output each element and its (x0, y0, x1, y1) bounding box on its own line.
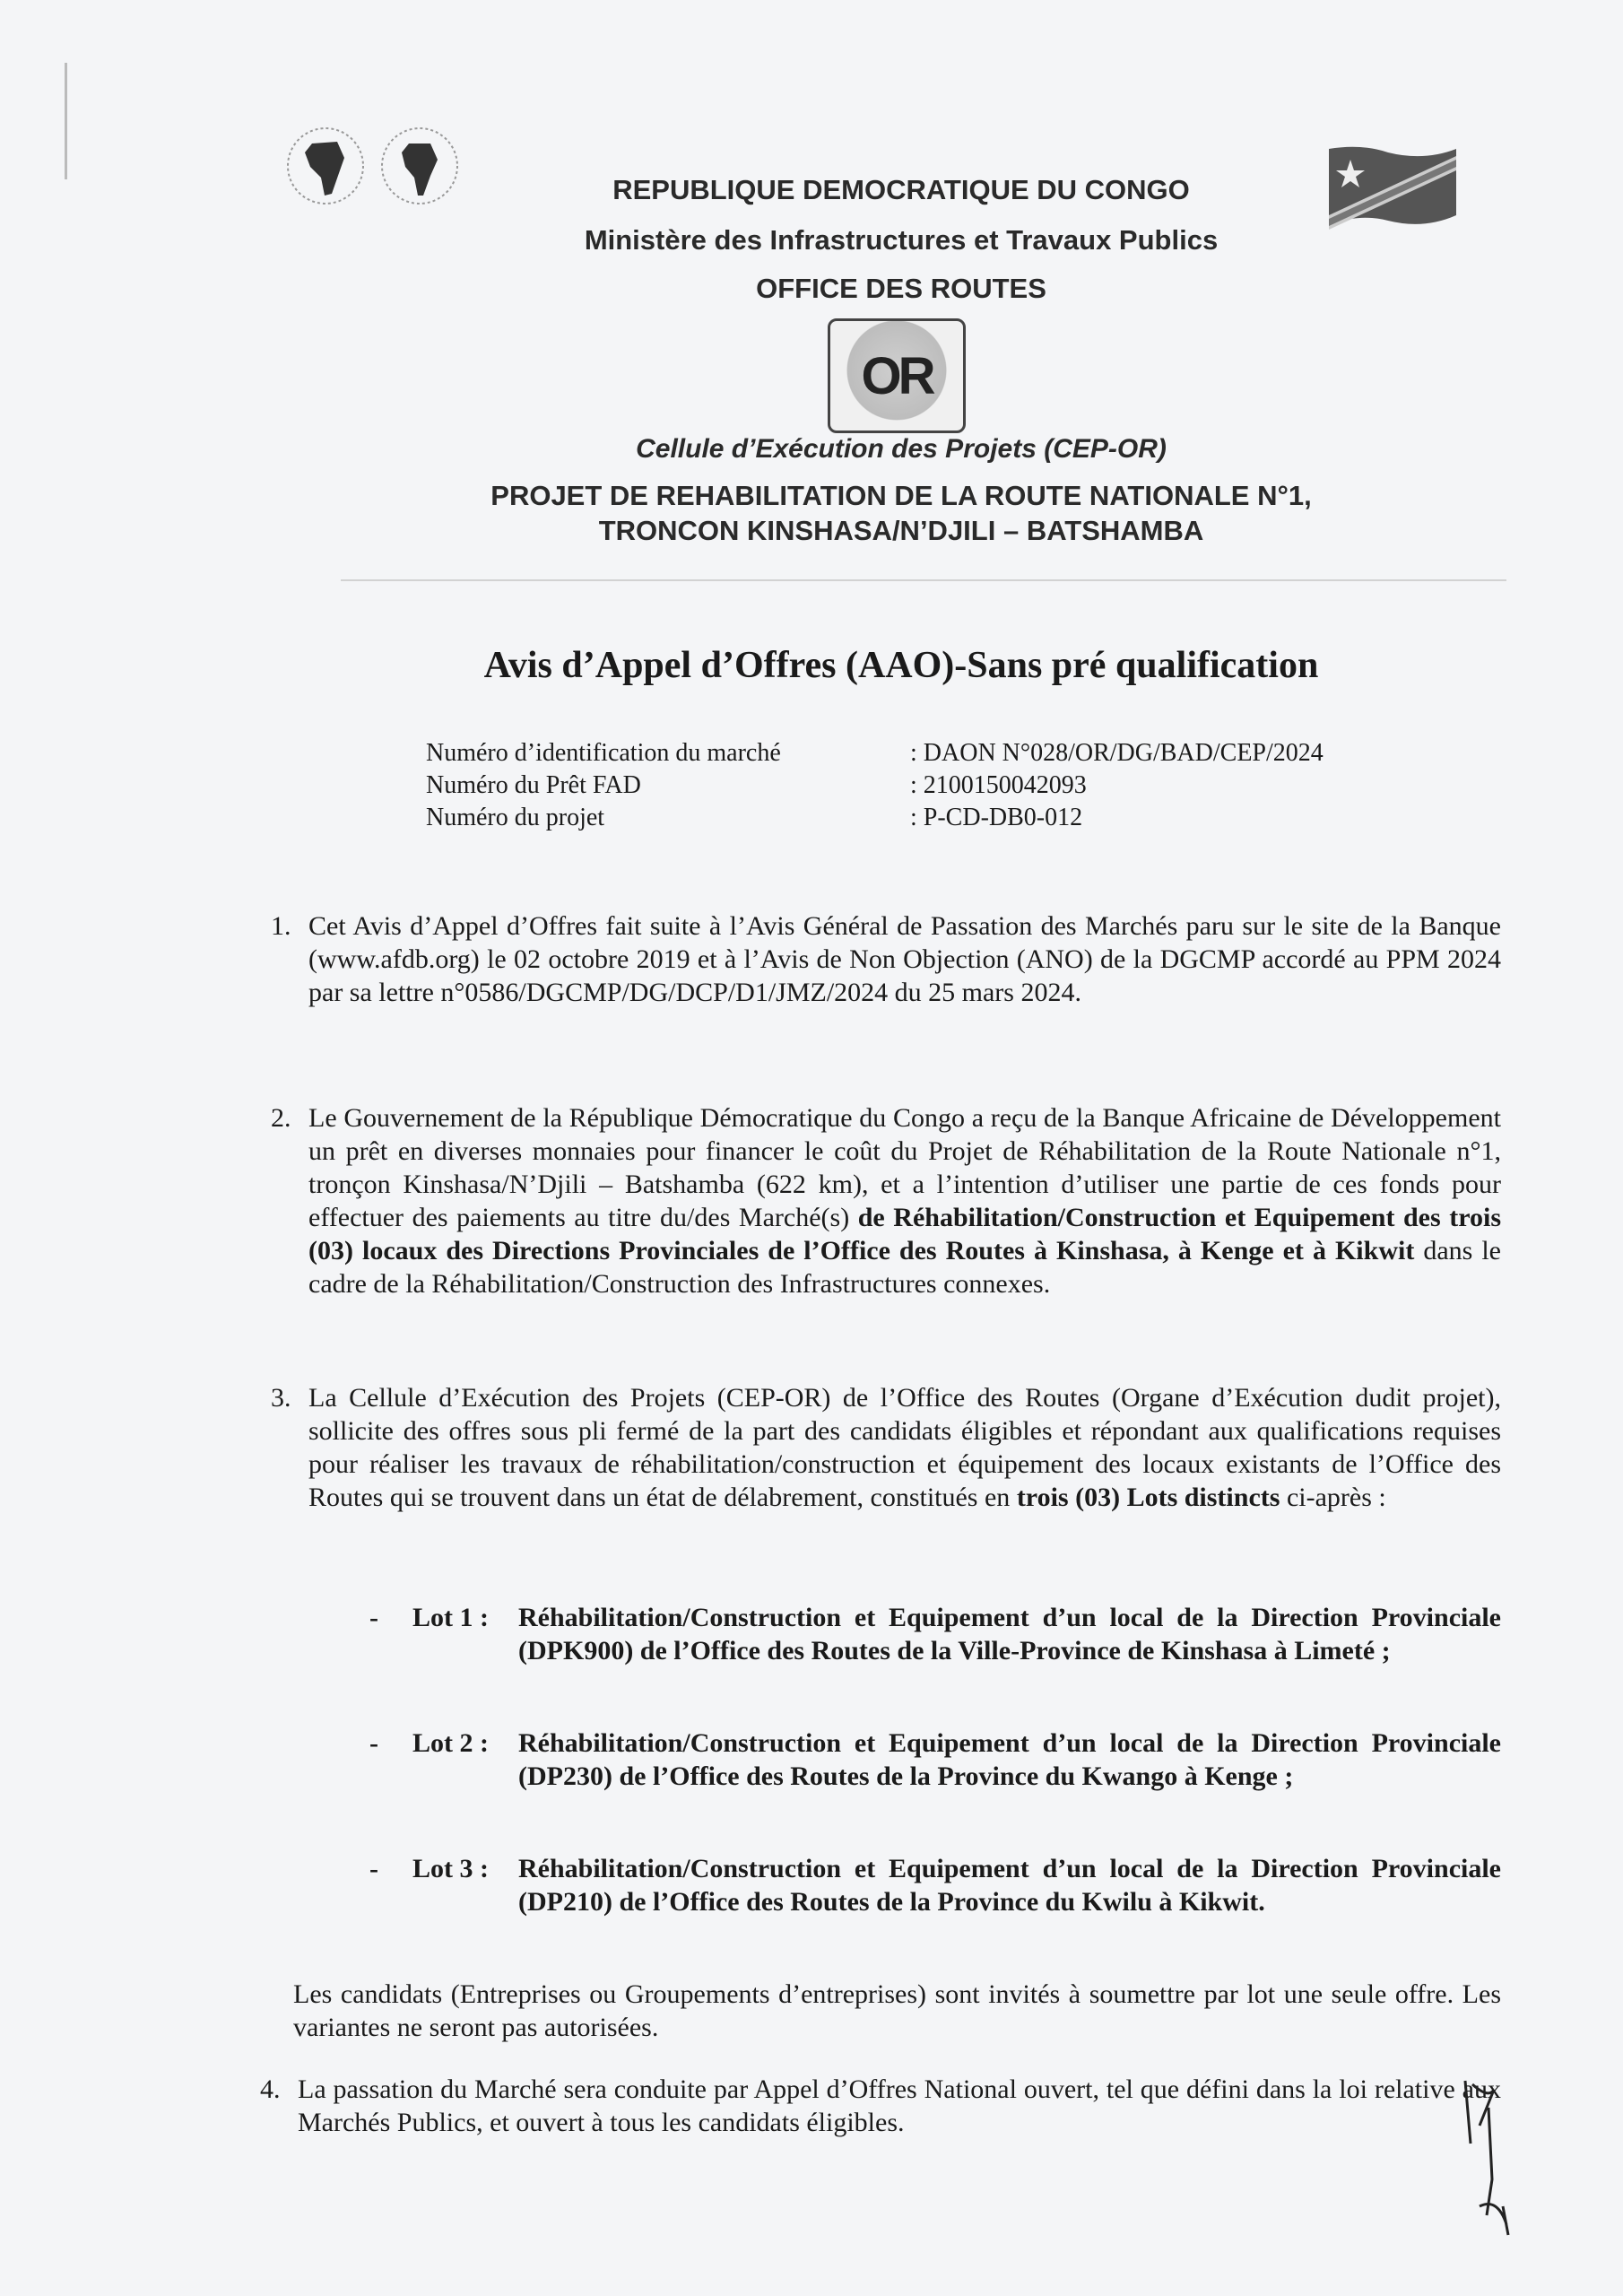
logo-text: OR (861, 346, 933, 405)
header-office: OFFICE DES ROUTES (756, 273, 1046, 304)
identifier-value: : DAON N°028/OR/DG/BAD/CEP/2024 (910, 739, 1324, 767)
paragraph-number: 2. (271, 1103, 291, 1133)
identifier-row (426, 770, 1324, 802)
header-cell: Cellule d’Exécution des Projets (CEP-OR) (636, 434, 1167, 464)
identifiers-block (426, 737, 1324, 834)
paragraph-bold-text: de Réhabilitation/Construction et Equipement des trois (03) locaux des Directions Provinciales de l’Office des Routes à Kinshasa, à Kenge et à Kikwit (308, 1203, 1502, 1265)
identifier-label: Numéro du projet (426, 804, 605, 831)
lot-dash: - (369, 1728, 378, 1758)
lot-label: Lot 3 : (412, 1854, 489, 1883)
lot-dash: - (369, 1854, 378, 1883)
paragraph-2 (271, 1101, 1501, 1300)
identifier-value: : P-CD-DB0-012 (910, 804, 1083, 831)
lot-item (369, 1726, 1501, 1793)
identifier-value: : 2100150042093 (910, 771, 1087, 799)
lot-label: Lot 2 : (412, 1728, 489, 1758)
header-project-line2: TRONCON KINSHASA/N’DJILI – BATSHAMBA (598, 515, 1204, 546)
paragraph-1 (271, 909, 1501, 1009)
notice-title: Avis d’Appel d’Offres (AAO)-Sans pré qualification (483, 645, 1319, 686)
paragraph-text: Le Gouvernement de la République Démocratique du Congo a reçu de la Banque Africaine de Développement un prêt en diverses monnaies pour financer le coût du Projet de Réhabilitation de la Route Nationale n°1, tronçon Kinshasa/N’Djili – Batshamba (622 km), et a l’intention d’utiliser une partie de ces fonds pour effectuer des paiements au titre du/des Marché(s) (308, 1103, 1501, 1232)
scan-edge (65, 63, 67, 179)
lot-text: Réhabilitation/Construction et Equipement d’un local de la Direction Provinciale (DPK900) de l’Office des Routes de la Ville-Province de Kinshasa à Limeté ; (518, 1603, 1501, 1665)
paragraph-number: 1. (271, 911, 291, 941)
lot-text: Réhabilitation/Construction et Equipement d’un local de la Direction Provinciale (DP210) de l’Office des Routes de la Province du Kwilu à Kikwit. (518, 1854, 1501, 1917)
lot-text: Réhabilitation/Construction et Equipement d’un local de la Direction Provinciale (DP230) de l’Office des Routes de la Province du Kwango à Kenge ; (518, 1728, 1501, 1791)
paragraph-bold-text: trois (03) Lots distincts (1016, 1483, 1280, 1512)
paragraph-text: ci-après : (1280, 1483, 1386, 1512)
lot-label: Lot 1 : (412, 1603, 489, 1632)
paragraph-number: 3. (271, 1383, 291, 1413)
paragraph-text: La passation du Marché sera conduite par Appel d’Offres National ouvert, tel que défini dans la loi relative aux Marchés Publics, et ouvert à tous les candidats éligibles. (298, 2074, 1501, 2137)
office-des-routes-logo (828, 318, 966, 433)
header-divider (341, 579, 1506, 581)
initials-signature-icon (1453, 2072, 1533, 2242)
header-project-line1: PROJET DE REHABILITATION DE LA ROUTE NATIONALE N°1, (490, 480, 1312, 511)
paragraph-number: 4. (260, 2074, 281, 2104)
identifier-row (426, 802, 1324, 834)
lot-item (369, 1601, 1501, 1667)
paragraph-3 (271, 1381, 1501, 1514)
lot-dash: - (369, 1603, 378, 1632)
paragraph-text: Cet Avis d’Appel d’Offres fait suite à l’Avis Général de Passation des Marchés paru sur le site de la Banque (www.afdb.org) le 02 octobre 2019 et à l’Avis de Non Objection (ANO) de la DGCMP accordé au PPM 2024 par sa lettre n°0586/DGCMP/DG/DCP/D1/JMZ/2024 du 25 mars 2024. (308, 911, 1501, 1007)
header-ministry: Ministère des Infrastructures et Travaux Publics (584, 224, 1219, 256)
paragraph-text: dans le cadre de la Réhabilitation/Construction des Infrastructures connexes. (308, 1236, 1501, 1299)
identifier-label: Numéro d’identification du marché (426, 739, 781, 767)
identifier-label: Numéro du Prêt FAD (426, 771, 641, 799)
identifier-row (426, 737, 1324, 770)
candidates-paragraph: Les candidats (Entreprises ou Groupements d’entreprises) sont invités à soumettre par lot une seule offre. Les variantes ne seront pas autorisées. (293, 1979, 1501, 2042)
paragraph-text: La Cellule d’Exécution des Projets (CEP-OR) de l’Office des Routes (Organe d’Exécution dudit projet), sollicite des offres sous pli fermé de la part des candidats éligibles et répondant aux qualifications requises pour réaliser les travaux de réhabilitation/construction et équipement des locaux existants de l’Office des Routes qui se trouvent dans un état de délabrement, constitués en (308, 1383, 1501, 1512)
header-country: REPUBLIQUE DEMOCRATIQUE DU CONGO (612, 174, 1190, 205)
paragraph-4 (260, 2073, 1501, 2139)
lot-item (369, 1852, 1501, 1918)
